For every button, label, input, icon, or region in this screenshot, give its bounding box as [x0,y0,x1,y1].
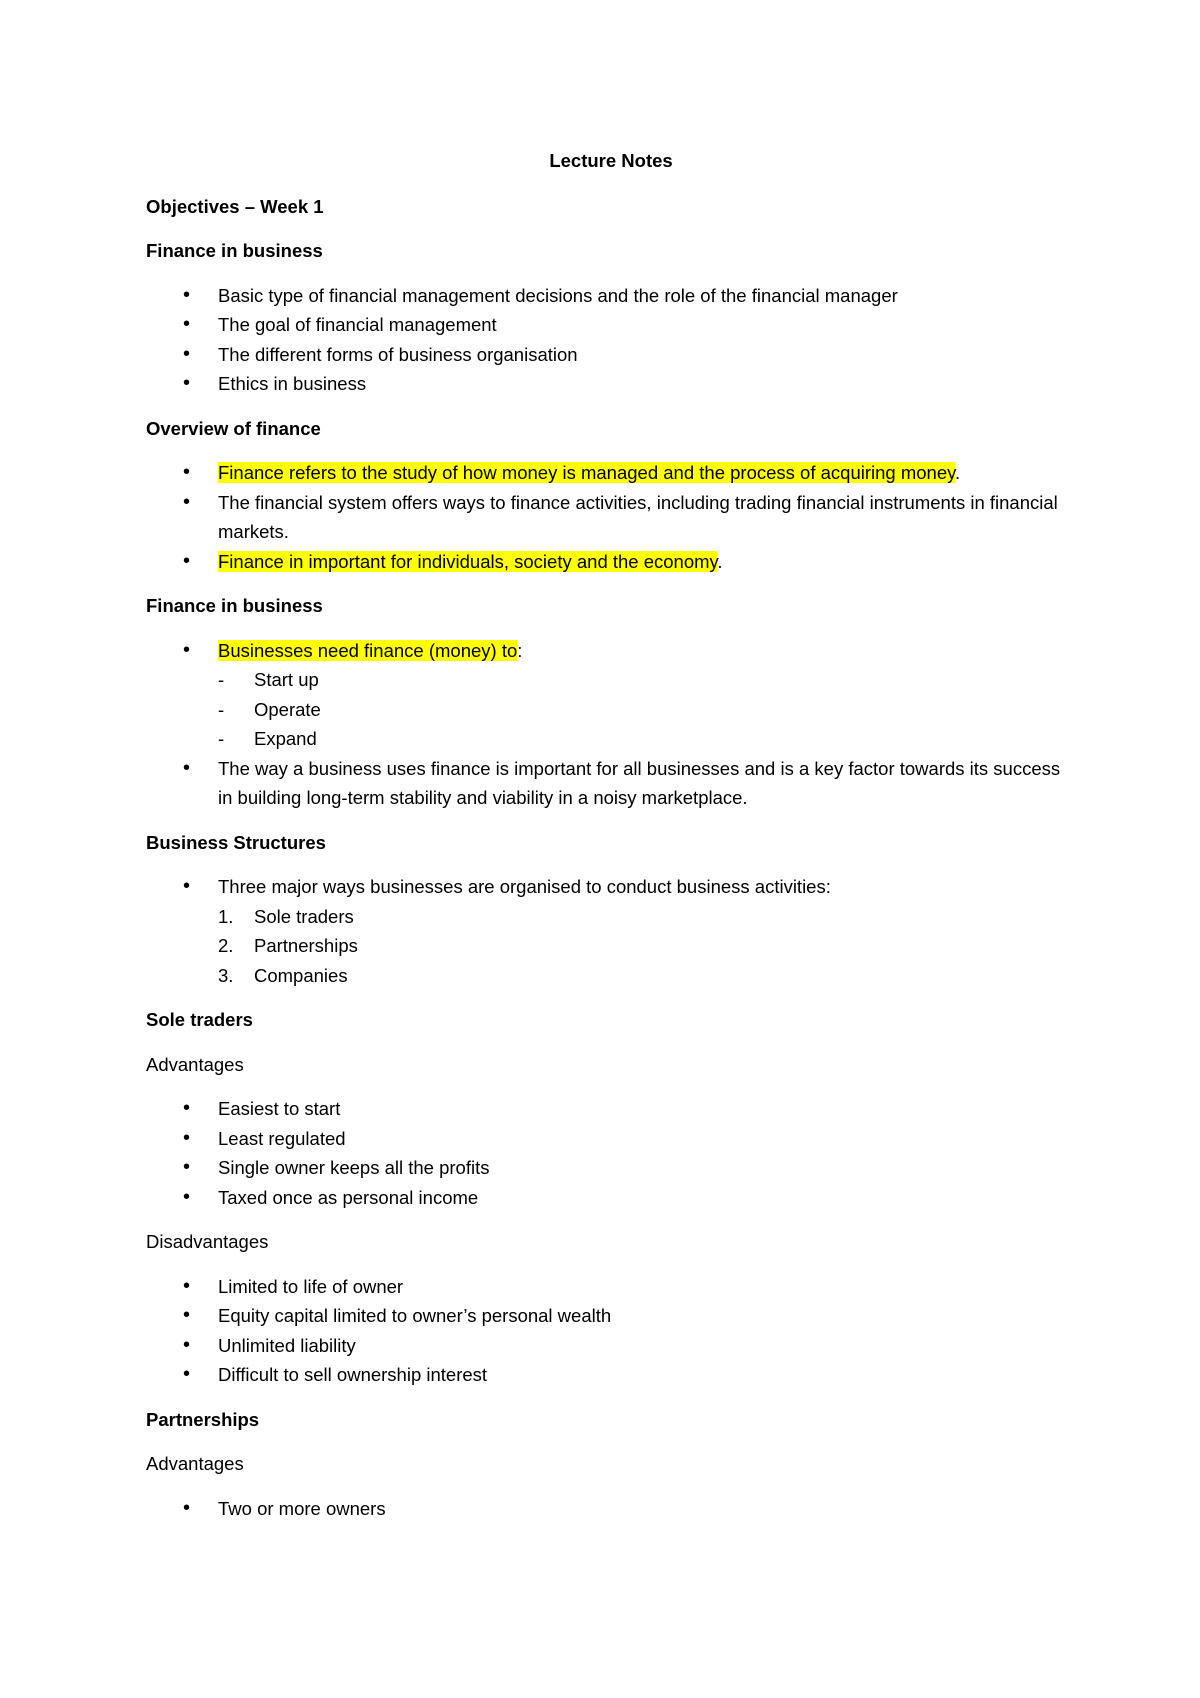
list-item-tail: . [717,550,723,572]
list-item [146,547,1076,577]
document-body [146,146,1076,1538]
section-heading-finance-in-business: Finance in business [146,240,323,261]
section-heading-partnerships: Partnerships [146,1408,260,1430]
numbered-list [218,902,1076,991]
section-heading-overview-of-finance: Overview of finance [146,417,321,439]
objectives-heading: Objectives – Week 1 [146,195,324,217]
dash-marker: - [218,728,225,749]
sub-list-item [218,695,1076,725]
list-item: • Single owner keeps all the profits [146,1153,1076,1183]
sub-list-item-text: Expand [254,728,317,749]
partnerships-advantages-list [146,1494,1076,1524]
list-item: • Unlimited liability [146,1331,1076,1361]
sub-list-item [218,665,1076,695]
list-item [146,636,1076,754]
highlighted-text: Finance refers to the study of how money is managed and the process of acquiring money [218,462,955,483]
sub-list-item-text: Start up [254,669,319,690]
list-item: • Basic type of financial management decisions and the role of the financial manager [146,281,1076,311]
number-marker: 2. [218,935,234,956]
numbered-item-text: Companies [254,964,348,986]
business-finance-list [146,636,1076,813]
list-item: • Equity capital limited to owner’s personal wealth [146,1301,1076,1331]
list-item: • Two or more owners [146,1494,1076,1524]
list-item-tail: . [954,462,961,483]
section-heading-finance-in-business-2: Finance in business [146,595,323,616]
list-item: • The way a business uses finance is important for all businesses and is a key factor towards its success in building long-term stability and viability in a noisy marketplace. [146,754,1076,813]
list-item [146,872,1076,990]
dash-marker: - [218,698,225,720]
list-item-text: Three major ways businesses are organised to conduct business activities: [218,876,831,897]
number-marker: 1. [218,905,234,927]
overview-list [146,458,1076,576]
advantages-label: Advantages [146,1053,244,1075]
highlighted-text: Finance in important for individuals, society and the economy [218,550,718,572]
sub-list-item-text: Operate [254,698,321,720]
list-item: • The financial system offers ways to finance activities, including trading financial instruments in financial markets. [146,488,1076,547]
numbered-item [218,931,1076,961]
disadvantages-label: Disadvantages [146,1231,269,1252]
list-item-tail: : [517,639,523,661]
list-item: • Least regulated [146,1124,1076,1154]
dash-marker: - [218,669,225,690]
objectives-list [146,281,1076,399]
numbered-item [218,902,1076,932]
business-structures-list [146,872,1076,990]
section-heading-sole-traders: Sole traders [146,1009,253,1030]
section-heading-business-structures: Business Structures [146,831,326,853]
list-item: • The goal of financial management [146,310,1076,340]
page-title: Lecture Notes [549,150,673,171]
list-item: • Difficult to sell ownership interest [146,1360,1076,1390]
list-item [146,458,1076,488]
numbered-item-text: Partnerships [254,935,358,956]
sole-traders-advantages-list [146,1094,1076,1212]
numbered-item-text: Sole traders [254,905,354,927]
highlighted-text: Businesses need finance (money) to [218,639,518,661]
list-item: • Easiest to start [146,1094,1076,1124]
list-item: • Taxed once as personal income [146,1183,1076,1213]
sole-traders-disadvantages-list [146,1272,1076,1390]
advantages-label: Advantages [146,1453,244,1474]
list-item: • The different forms of business organisation [146,340,1076,370]
numbered-item [218,961,1076,991]
sub-list [218,665,1076,754]
sub-list-item [218,724,1076,754]
number-marker: 3. [218,964,234,986]
list-item: • Ethics in business [146,369,1076,399]
list-item: • Limited to life of owner [146,1272,1076,1302]
